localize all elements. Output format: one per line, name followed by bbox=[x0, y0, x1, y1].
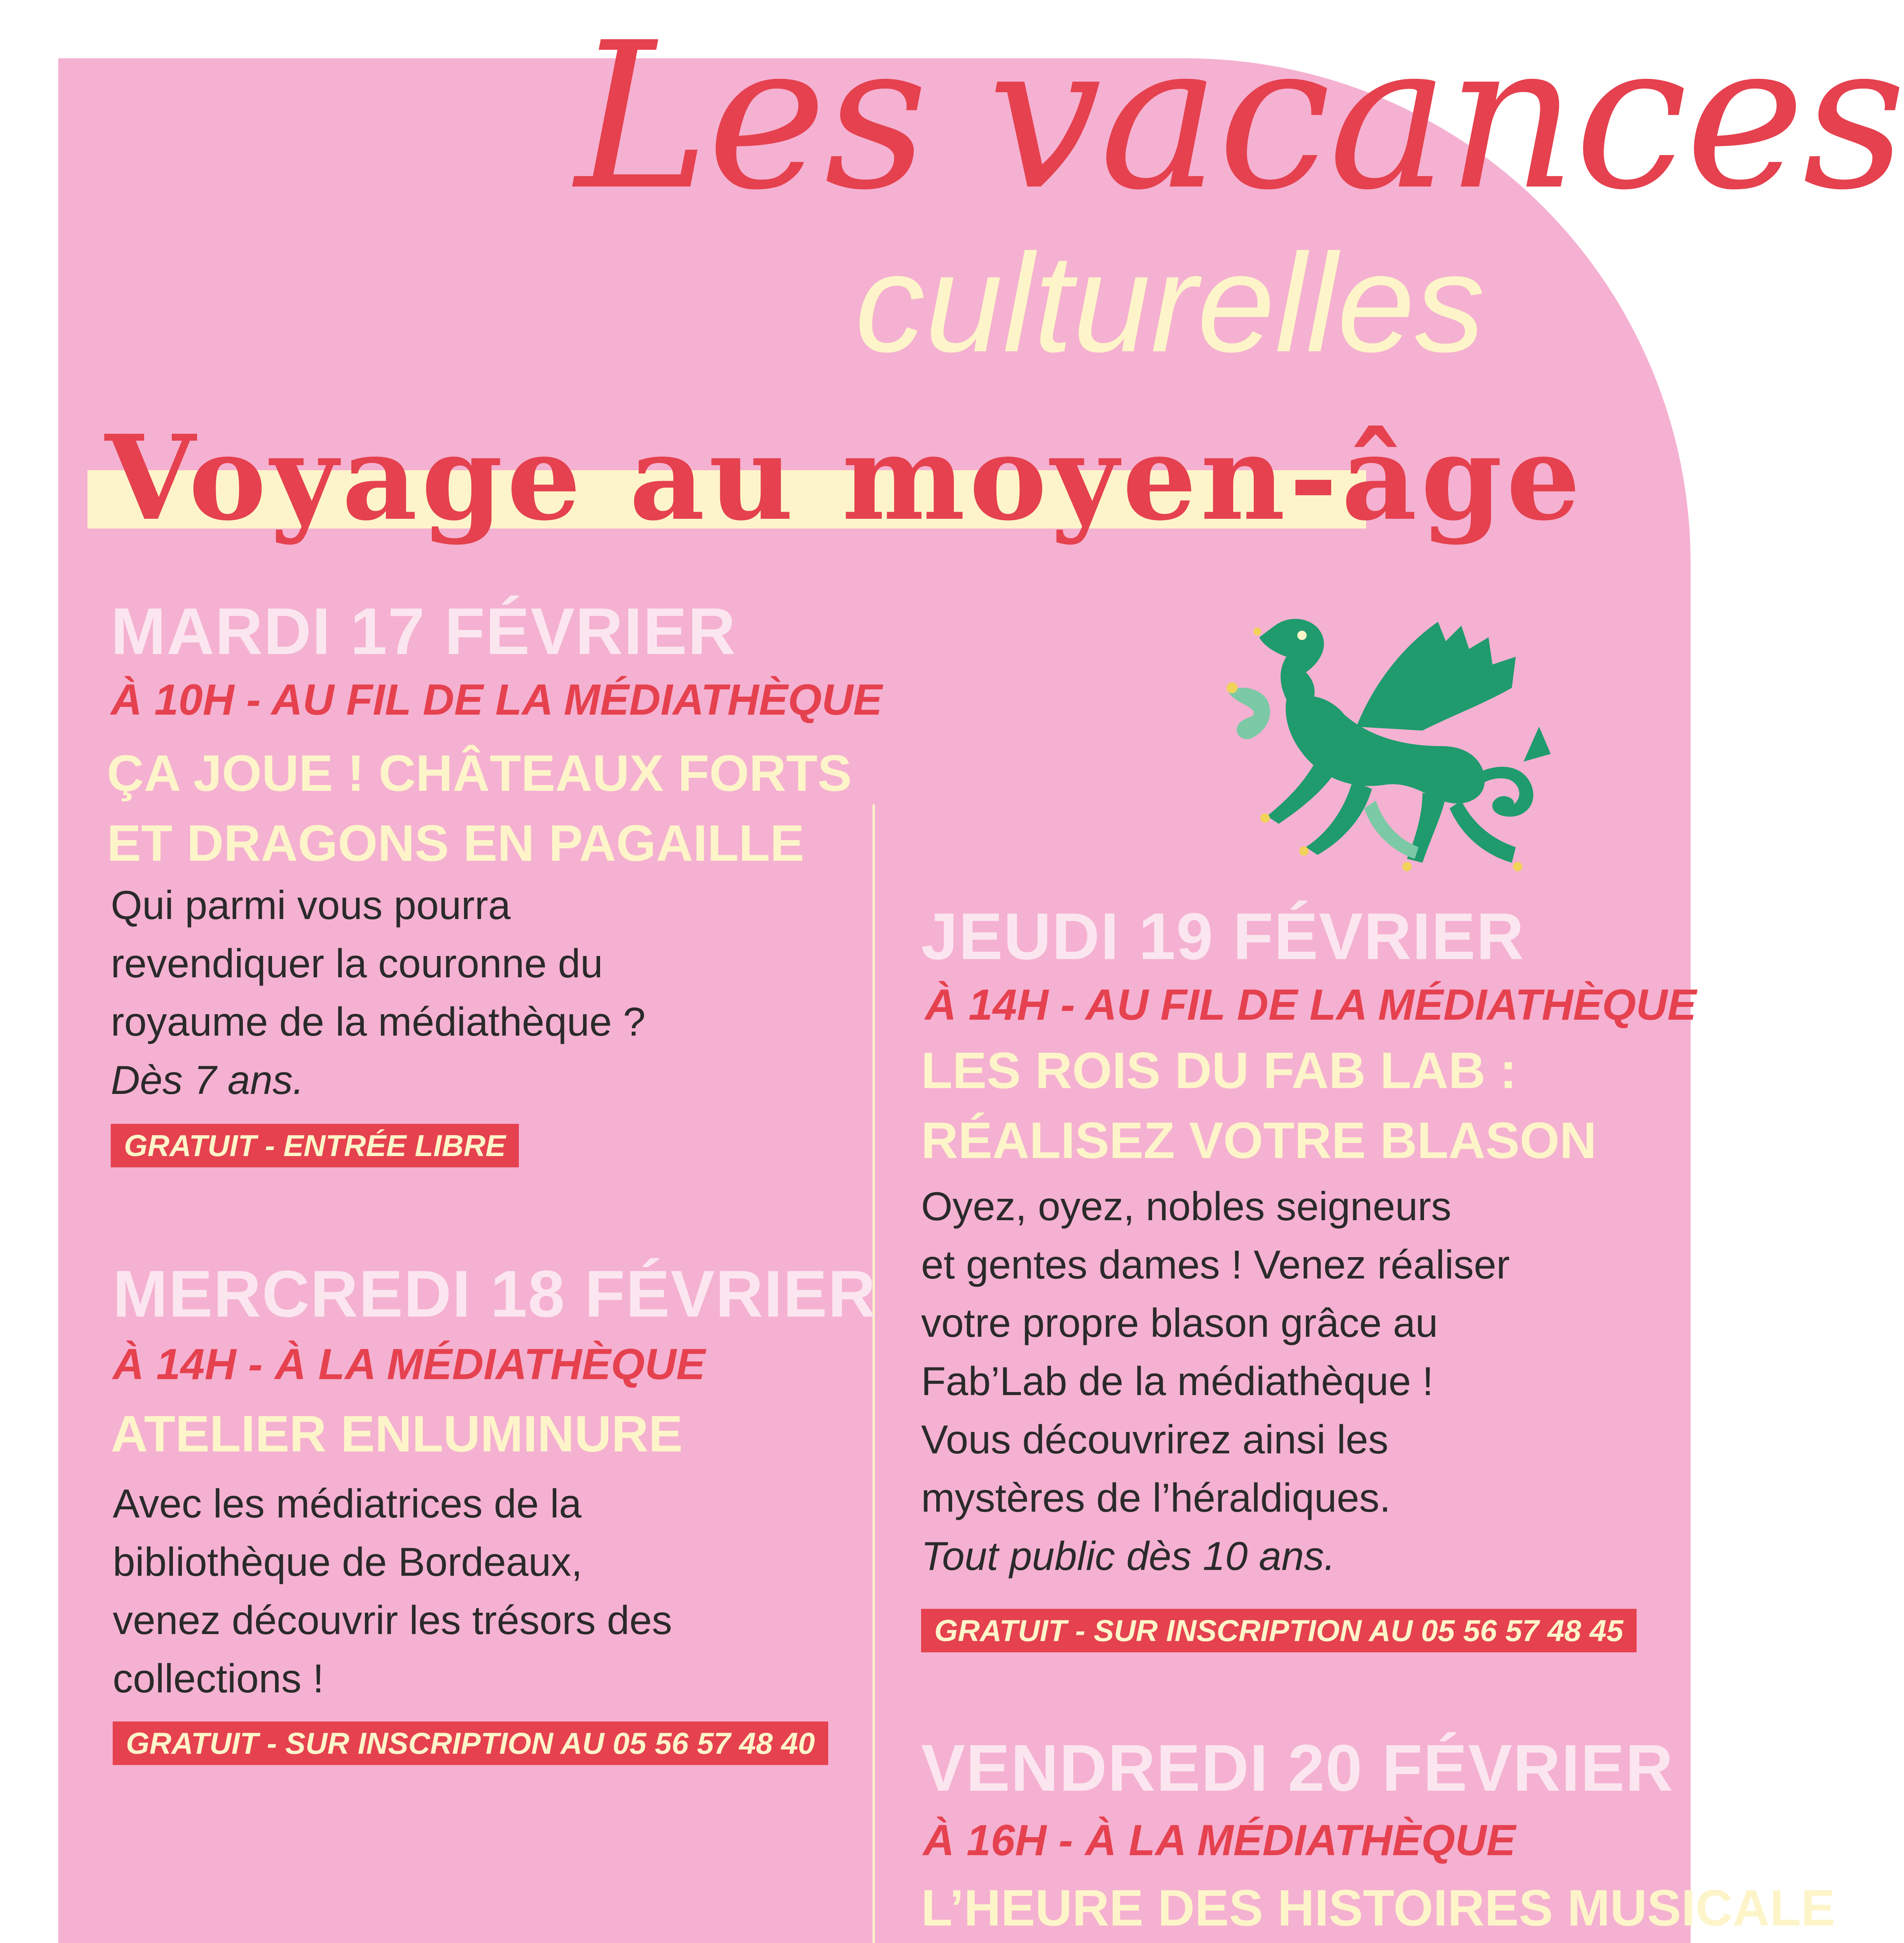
event-1-description: Qui parmi vous pourra revendiquer la couronne du royaume de la médiathèque ? bbox=[111, 883, 646, 1045]
event-1-title-line: ET DRAGONS EN PAGAILLE bbox=[107, 815, 805, 872]
event-3-description: Oyez, oyez, nobles seigneurs et gentes dames ! Venez réaliser votre propre blason grâce au Fab’Lab de la médiathèque ! Vous découvrirez ainsi les mystères de l’héraldiques. bbox=[921, 1184, 1510, 1521]
event-1-badge: GRATUIT - ENTRÉE LIBRE bbox=[111, 1124, 519, 1167]
event-2-title bbox=[111, 1399, 683, 1469]
event-1-day: MARDI 17 FÉVRIER bbox=[111, 595, 736, 668]
event-1-title bbox=[107, 738, 852, 878]
subtitle: Voyage au moyen-âge bbox=[105, 409, 1585, 546]
column-divider bbox=[873, 804, 875, 1943]
event-3-badge: GRATUIT - SUR INSCRIPTION AU 05 56 57 48 45 bbox=[921, 1609, 1637, 1652]
event-3-title-line: RÉALISEZ VOTRE BLASON bbox=[921, 1112, 1597, 1169]
event-4-day: VENDREDI 20 FÉVRIER bbox=[921, 1731, 1674, 1805]
title-line-2: culturelles bbox=[855, 225, 1485, 381]
event-3-note: Tout public dès 10 ans. bbox=[921, 1534, 1335, 1579]
event-2-time-place: À 14H - À LA MÉDIATHÈQUE bbox=[113, 1340, 705, 1388]
event-3-title bbox=[921, 1036, 1597, 1176]
event-3-title-line: LES ROIS DU FAB LAB : bbox=[921, 1042, 1517, 1099]
event-4-title-line: L’HEURE DES HISTOIRES MUSICALE bbox=[921, 1879, 1835, 1936]
event-2-description: Avec les médiatrices de la bibliothèque de Bordeaux, venez découvrir les trésors des collections ! bbox=[113, 1481, 672, 1701]
event-4-time-place: À 16H - À LA MÉDIATHÈQUE bbox=[923, 1816, 1516, 1865]
event-4-title bbox=[921, 1873, 1835, 1943]
event-2-title-line: ATELIER ENLUMINURE bbox=[111, 1405, 683, 1462]
event-1-note: Dès 7 ans. bbox=[111, 1058, 304, 1103]
event-1-title-line: ÇA JOUE ! CHÂTEAUX FORTS bbox=[107, 745, 852, 802]
event-2-day: MERCREDI 18 FÉVRIER bbox=[113, 1257, 877, 1331]
dragon-icon bbox=[1189, 598, 1562, 886]
event-3-day: JEUDI 19 FÉVRIER bbox=[921, 900, 1525, 973]
event-1-time-place: À 10H - AU FIL DE LA MÉDIATHÈQUE bbox=[111, 675, 882, 724]
event-3-time-place: À 14H - AU FIL DE LA MÉDIATHÈQUE bbox=[925, 980, 1696, 1029]
title-line-1: Les vacances bbox=[575, 0, 1904, 234]
event-2-badge: GRATUIT - SUR INSCRIPTION AU 05 56 57 48 40 bbox=[113, 1721, 828, 1765]
